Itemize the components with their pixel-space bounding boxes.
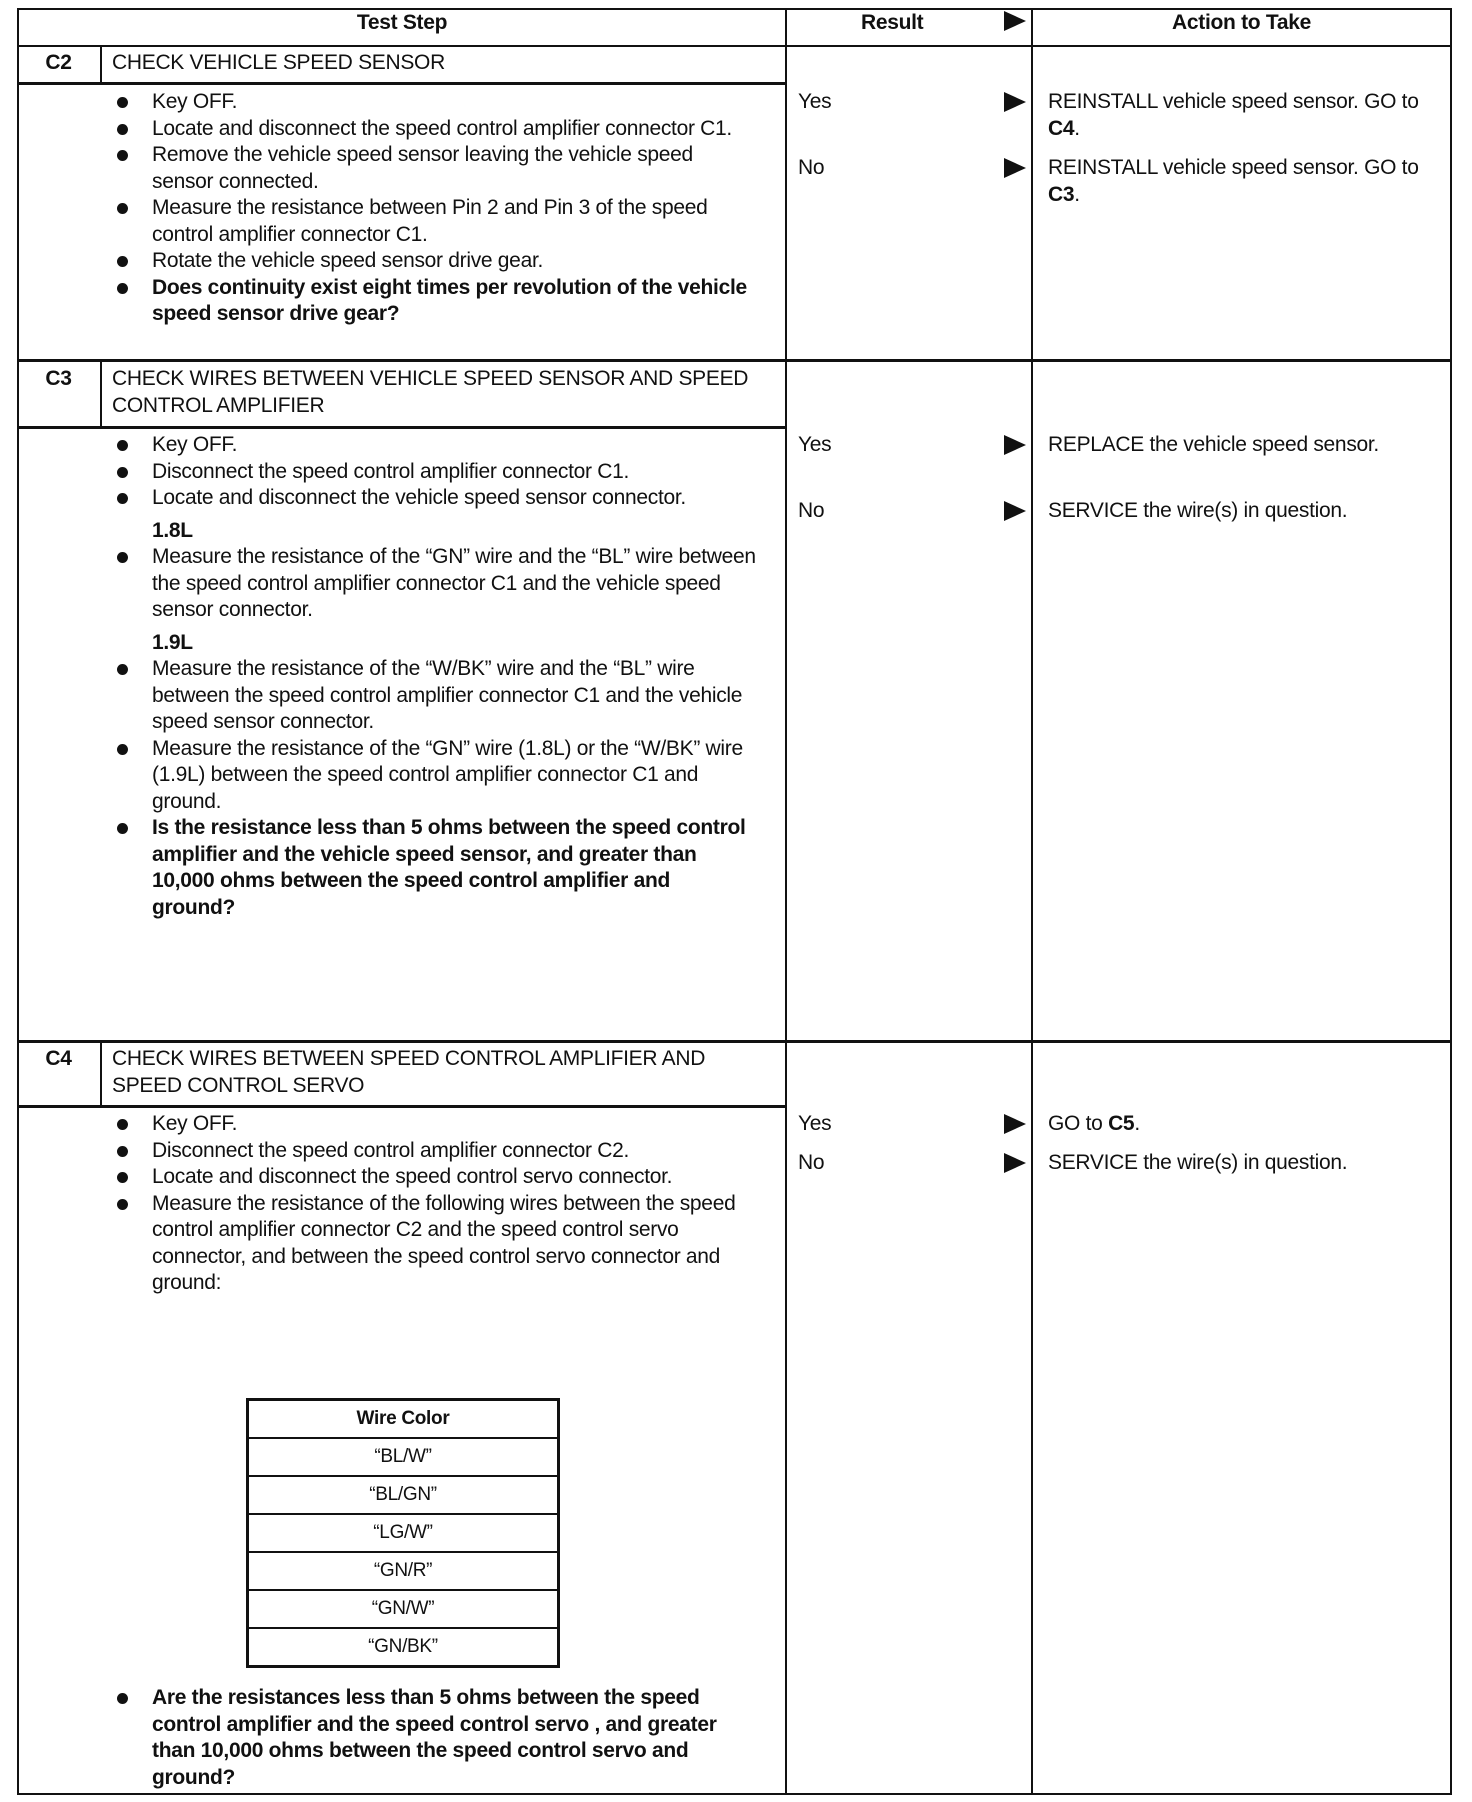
- c4-step-id: C4: [45, 1047, 72, 1070]
- table-border-right: [1450, 8, 1452, 1795]
- c2-no-arrow-icon: [1004, 158, 1026, 178]
- c3-step-item: [117, 432, 757, 459]
- c3-engine-label: 1.8L: [152, 518, 193, 542]
- c4-yes-arrow-icon: [1004, 1114, 1026, 1134]
- bullet-icon: [117, 823, 128, 834]
- c2-action-no: [1048, 155, 1448, 208]
- c2-step-text: Locate and disconnect the speed control amplifier connector C1.: [152, 116, 732, 140]
- c2-step-item: [117, 248, 757, 275]
- c3-step-text: Measure the resistance of the “GN” wire and the “BL” wire between the speed control amplifier connector C1 and the vehicle speed sensor connector.: [152, 545, 756, 621]
- c3-step-item: [117, 656, 757, 736]
- wire-color-cell: “LG/W”: [249, 1513, 557, 1551]
- c3-step-item: [117, 485, 757, 512]
- c3-no-arrow-icon: [1004, 501, 1026, 521]
- bullet-icon: [117, 124, 128, 135]
- c2-step-text: Rotate the vehicle speed sensor drive gear.: [152, 249, 544, 272]
- header-divider: [17, 45, 1451, 47]
- c2-result-yes: Yes: [798, 90, 832, 113]
- table-border-left: [17, 8, 19, 1795]
- col-divider-action: [1031, 8, 1033, 1795]
- c3-id-divider: [100, 360, 102, 427]
- c4-heading-bottom: [17, 1105, 785, 1108]
- c4-no-arrow-icon: [1004, 1153, 1026, 1173]
- c4-step-list: [117, 1111, 757, 1297]
- bullet-icon: [117, 440, 128, 451]
- c2-step-item: [117, 89, 757, 116]
- c2-action-goto-step: C4: [1048, 116, 1075, 140]
- c2-step-text: Key OFF.: [152, 90, 238, 113]
- c3-action-text: REPLACE the vehicle speed sensor.: [1048, 433, 1379, 456]
- wire-color-cell: “GN/W”: [249, 1589, 557, 1627]
- c3-step-text: Key OFF.: [152, 433, 238, 456]
- c3-action-text: SERVICE the wire(s) in question.: [1048, 499, 1348, 522]
- bullet-icon: [117, 256, 128, 267]
- c3-heading-bottom: [17, 426, 785, 429]
- c4-id-divider: [100, 1041, 102, 1106]
- header-arrow-icon: [1004, 11, 1026, 31]
- c2-step-list: [117, 89, 757, 328]
- c3-step-title: CHECK WIRES BETWEEN VEHICLE SPEED SENSOR AND SPEED CONTROL AMPLIFIER: [112, 367, 749, 417]
- c2-yes-arrow-icon: [1004, 92, 1026, 112]
- c4-result-yes: Yes: [798, 1112, 832, 1135]
- c4-action-goto-step: C5: [1108, 1112, 1135, 1135]
- c2-heading-bottom: [17, 82, 785, 85]
- bullet-icon: [117, 283, 128, 294]
- bullet-icon: [117, 1693, 128, 1704]
- c2-action-goto-step: C3: [1048, 182, 1075, 206]
- c3-step-item: [117, 544, 757, 624]
- col-divider-result: [785, 8, 787, 1795]
- header-action: Action to Take: [1172, 11, 1311, 34]
- c4-action-text: GO to: [1048, 1112, 1109, 1135]
- row-divider-c3: [17, 359, 1451, 362]
- c2-step-text: Measure the resistance between Pin 2 and Pin 3 of the speed control amplifier connector C1.: [152, 196, 708, 246]
- c4-step-text: Key OFF.: [152, 1112, 238, 1135]
- c2-step-item: [117, 142, 757, 195]
- bullet-icon: [117, 1146, 128, 1157]
- c2-step-item: [117, 195, 757, 248]
- c4-step-item: [117, 1164, 757, 1191]
- c2-step-title: CHECK VEHICLE SPEED SENSOR: [112, 51, 445, 74]
- c3-engine-label: 1.9L: [152, 630, 193, 654]
- c2-action-tail: .: [1074, 182, 1080, 206]
- header-result: Result: [861, 11, 924, 34]
- wire-color-table: [246, 1398, 560, 1668]
- c3-step-text: Is the resistance less than 5 ohms between the speed control amplifier and the vehicle speed sensor, and greater than 10,000 ohms between the speed control amplifier and ground?: [152, 816, 746, 919]
- c2-step-item: [117, 116, 757, 143]
- wire-color-header: Wire Color: [356, 1408, 450, 1429]
- c2-result-no: No: [798, 156, 825, 179]
- c3-step-id: C3: [45, 367, 72, 390]
- c4-step-text: Locate and disconnect the speed control servo connector.: [152, 1165, 673, 1188]
- c2-action-yes: [1048, 89, 1448, 142]
- bullet-icon: [117, 1172, 128, 1183]
- bullet-icon: [117, 493, 128, 504]
- table-border-bottom: [17, 1793, 1451, 1795]
- wire-color-cell: “GN/BK”: [249, 1627, 557, 1665]
- c4-action-tail: .: [1134, 1112, 1140, 1135]
- c2-action-text: REINSTALL vehicle speed sensor. GO to: [1048, 90, 1419, 113]
- c3-step-list: [117, 432, 757, 921]
- bullet-icon: [117, 97, 128, 108]
- header-test-step: Test Step: [356, 11, 448, 34]
- c3-yes-arrow-icon: [1004, 435, 1026, 455]
- c3-step-text: Measure the resistance of the “GN” wire (1.8L) or the “W/BK” wire (1.9L) between the speed control amplifier connector C1 and ground.: [152, 736, 743, 813]
- c2-step-item: [117, 275, 757, 328]
- bullet-icon: [117, 1119, 128, 1130]
- c4-step-text: Disconnect the speed control amplifier connector C2.: [152, 1138, 629, 1162]
- bullet-icon: [117, 150, 128, 161]
- c4-action-no: [1048, 1150, 1448, 1177]
- c3-result-yes: Yes: [798, 433, 832, 456]
- row-divider-c4: [17, 1040, 1451, 1043]
- c3-step-text: Measure the resistance of the “W/BK” wire and the “BL” wire between the speed control amplifier connector C1 and the vehicle speed sensor connector.: [152, 657, 743, 733]
- c2-step-text: Remove the vehicle speed sensor leaving the vehicle speed sensor connected.: [152, 143, 693, 193]
- c3-step-item: [117, 736, 757, 816]
- bullet-icon: [117, 1199, 128, 1210]
- c4-step-text: Measure the resistance of the following wires between the speed control amplifier connector C2 and the speed control servo connector, and between the speed control servo connector and ground:: [152, 1191, 736, 1294]
- c4-step-item: [117, 1138, 757, 1165]
- c3-action-no: [1048, 498, 1448, 525]
- bullet-icon: [117, 664, 128, 675]
- c4-step-item: [117, 1191, 757, 1297]
- c3-step-text: Locate and disconnect the vehicle speed sensor connector.: [152, 486, 686, 509]
- wire-color-cell: “GN/R”: [249, 1551, 557, 1589]
- c2-id-divider: [100, 45, 102, 83]
- c2-action-tail: .: [1074, 116, 1080, 140]
- c4-action-yes: [1048, 1111, 1448, 1138]
- c2-action-text: REINSTALL vehicle speed sensor. GO to: [1048, 156, 1419, 179]
- c4-final-question: [117, 1685, 757, 1791]
- bullet-icon: [117, 467, 128, 478]
- c3-result-no: No: [798, 499, 825, 522]
- wire-color-cell: “BL/W”: [249, 1437, 557, 1475]
- c4-action-text: SERVICE the wire(s) in question.: [1048, 1151, 1348, 1174]
- bullet-icon: [117, 744, 128, 755]
- c4-step-title: CHECK WIRES BETWEEN SPEED CONTROL AMPLIFIER AND SPEED CONTROL SERVO: [112, 1047, 706, 1097]
- c2-step-text: Does continuity exist eight times per revolution of the vehicle speed sensor drive gear?: [152, 275, 747, 325]
- c3-step-item: [117, 815, 757, 921]
- c4-step-item: [117, 1685, 757, 1791]
- c2-step-id: C2: [45, 51, 72, 74]
- bullet-icon: [117, 203, 128, 214]
- c3-action-yes: [1048, 432, 1448, 459]
- wire-color-cell: “BL/GN”: [249, 1475, 557, 1513]
- bullet-icon: [117, 552, 128, 563]
- c3-step-text: Disconnect the speed control amplifier connector C1.: [152, 459, 629, 483]
- c4-step-item: [117, 1111, 757, 1138]
- c4-step-text: Are the resistances less than 5 ohms between the speed control amplifier and the speed control servo , and greater than 10,000 ohms between the speed control servo and ground?: [152, 1686, 717, 1789]
- c4-result-no: No: [798, 1151, 825, 1174]
- c3-step-item: [117, 459, 757, 486]
